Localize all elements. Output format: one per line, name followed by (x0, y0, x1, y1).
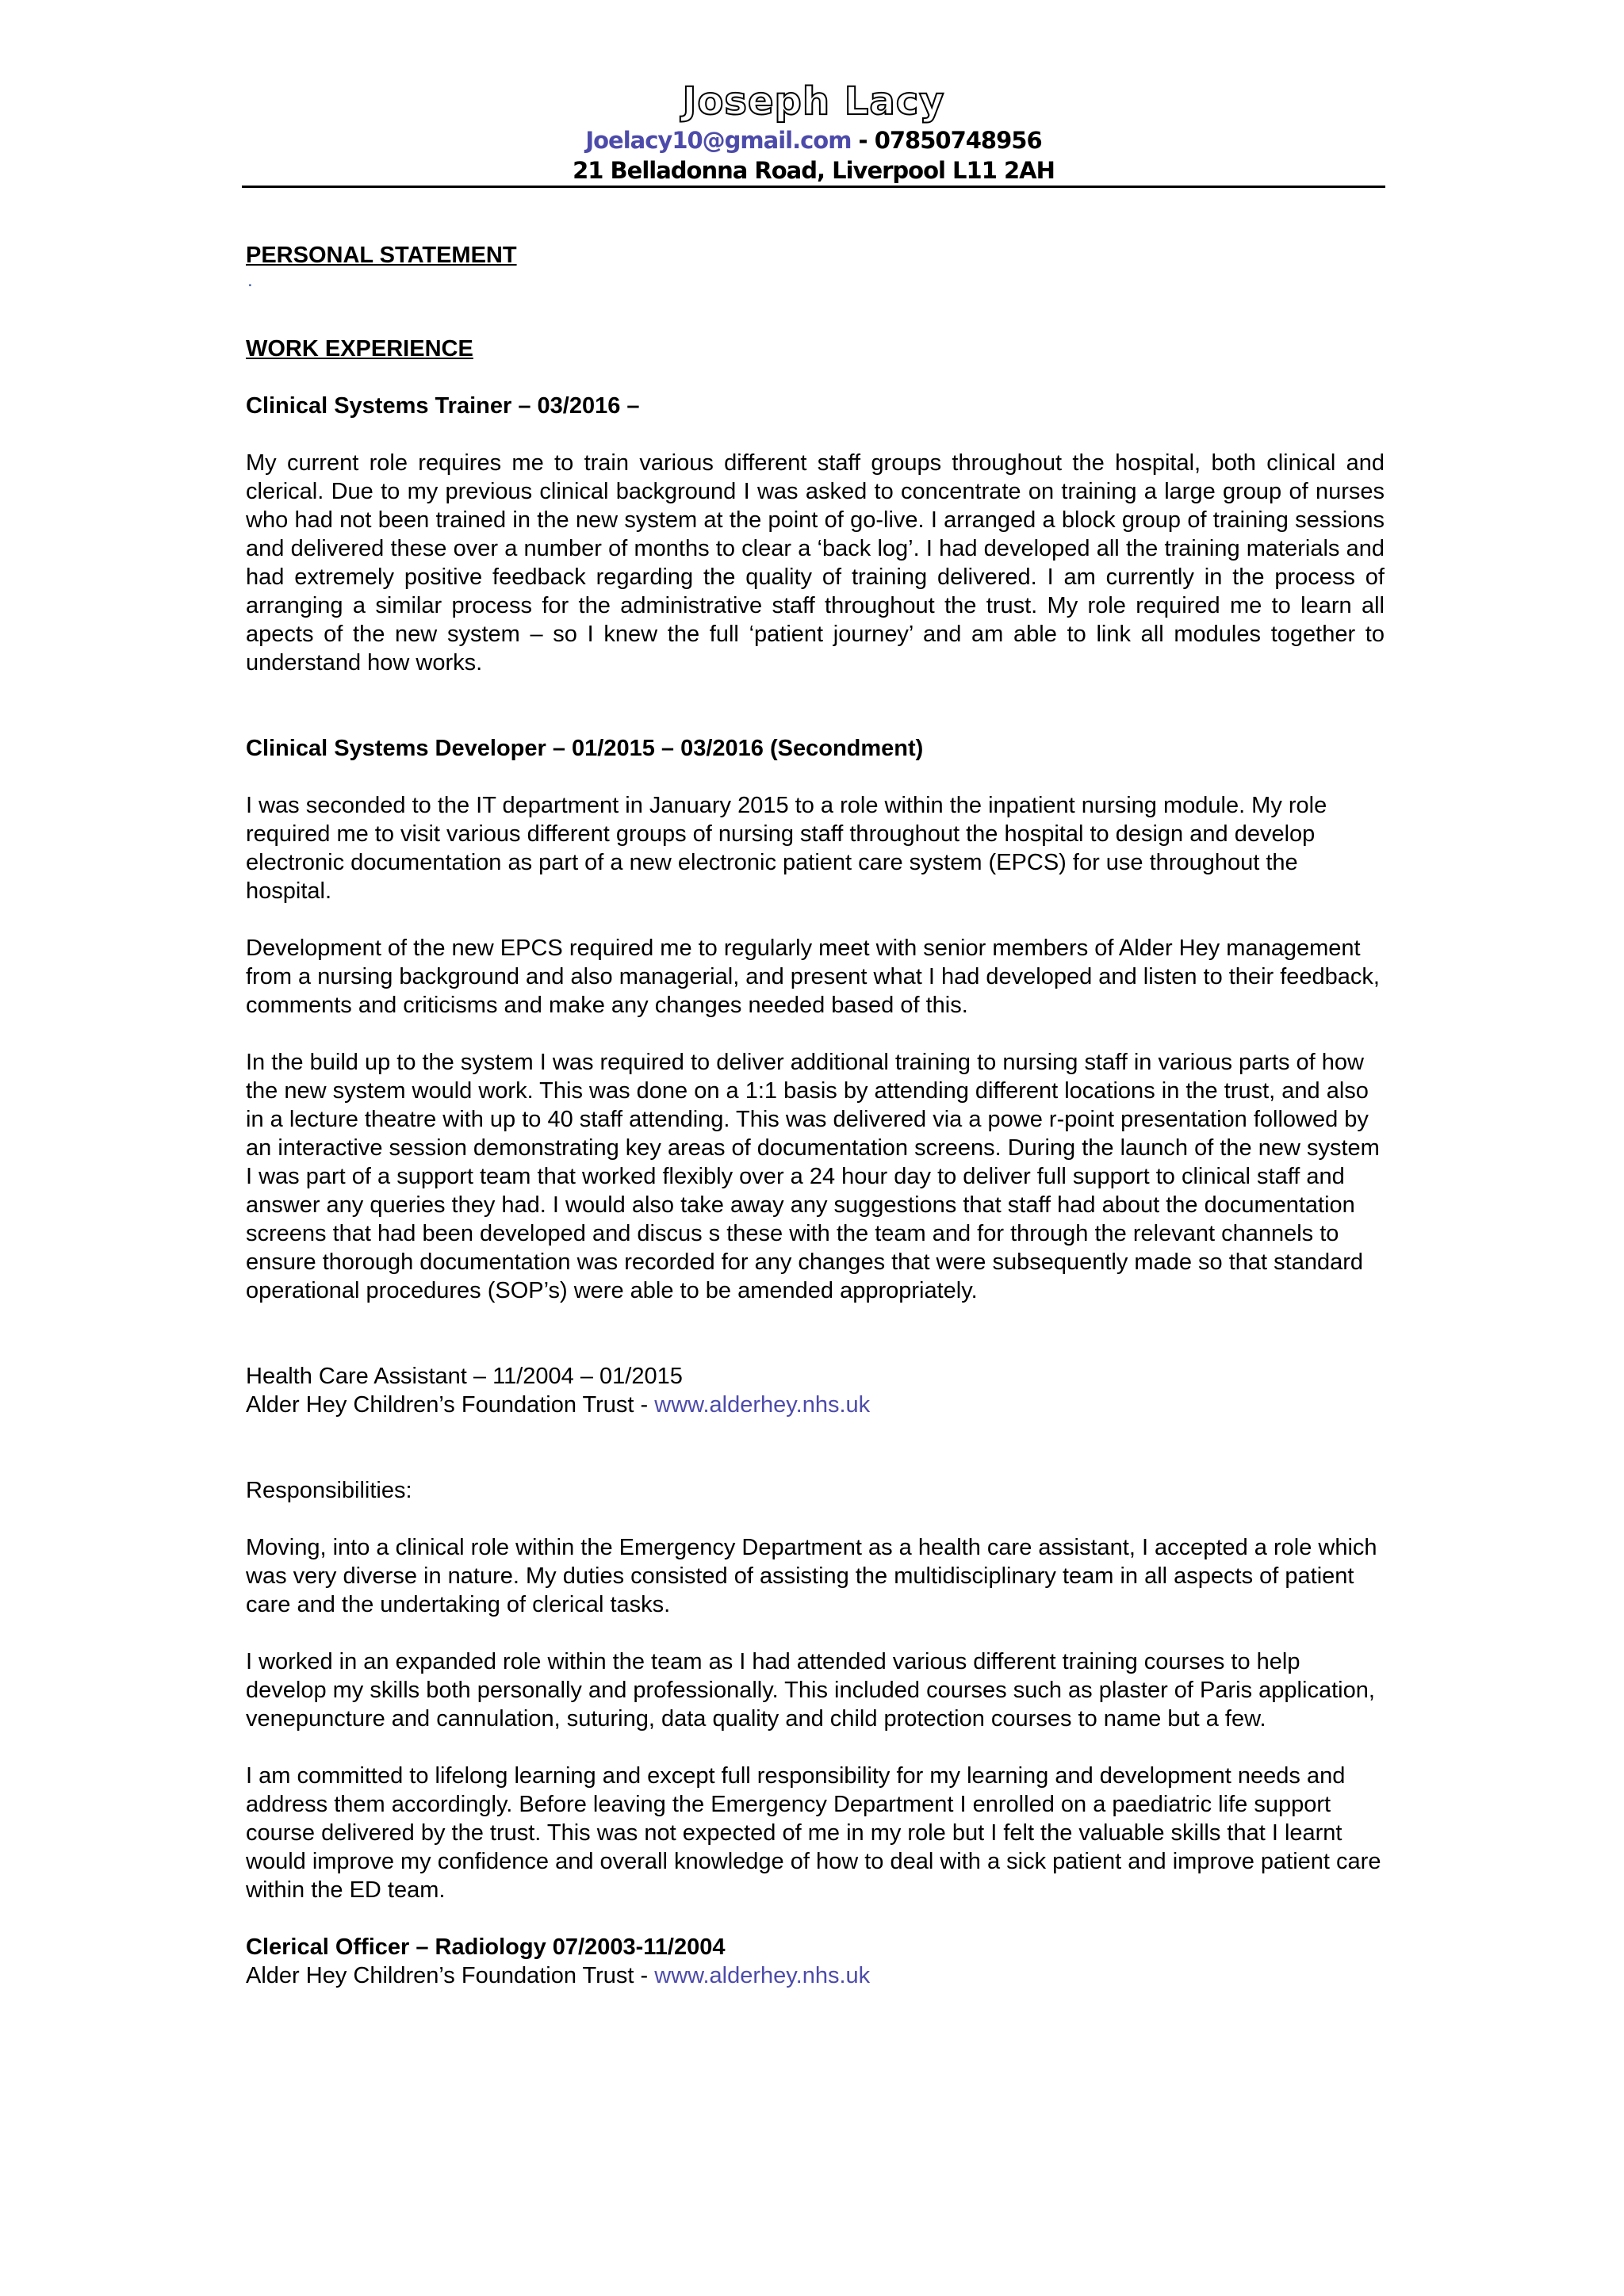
contact-line (242, 125, 1385, 155)
employer-name: Alder Hey Children’s Foundation Trust - (246, 1392, 655, 1418)
job-description-developer-2: Development of the new EPCS required me to regularly meet with senior members of Alder Hey management from a nursing background and also managerial, and present what I had developed and listen to their feedback, comments and criticisms and make any changes needed based of this. (246, 936, 1380, 1018)
employer-website-link[interactable]: www.alderhey.nhs.uk (654, 1392, 871, 1418)
job-title-clerical-officer: Clerical Officer – Radiology 07/2003-11/2004 (246, 1934, 726, 1960)
work-experience-heading: WORK EXPERIENCE (246, 336, 473, 362)
personal-statement-heading: PERSONAL STATEMENT (246, 243, 517, 268)
cv-content (246, 241, 1385, 1990)
job-description-developer-1: I was seconded to the IT department in January 2015 to a role within the inpatient nursing module. My role required me to visit various different groups of nursing staff throughout the hospital to design and develop electronic documentation as part of a new electronic patient care system (EPCS) for use throughout the hospital. (246, 793, 1327, 904)
address: 21 Belladonna Road, Liverpool L11 2AH (573, 157, 1055, 184)
job-description-hca-3: I am committed to lifelong learning and except full responsibility for my learning and development needs and address them accordingly. Before leaving the Emergency Department I enrolled on a paediatric life support course delivered by the trust. This was not expected of me in my role but I felt the valuable skills that I learnt would improve my confidence and overall knowledge of how to deal with a sick patient and improve patient care within the ED team. (246, 1763, 1381, 1903)
employer-line-clerical (246, 1961, 1385, 1990)
job-description-hca-2: I worked in an expanded role within the team as I had attended various different training courses to help develop my skills both personally and professionally. This included courses such as plaster of Paris application, venepuncture and cannulation, suturing, data quality and child protection courses to name but a few. (246, 1649, 1375, 1732)
job-description-trainer: My current role requires me to train various different staff groups throughout the hospital, both clinical and clerical. Due to my previous clinical background I was asked to concentrate on training a large group of nurses who had not been trained in the new system at the point of go-live. I arranged a block group of training sessions and delivered these over a number of months to clear a ‘back log’. I had developed all the training materials and had extremely positive feedback regarding the quality of training delivered. I am currently in the process of arranging a similar process for the administrative staff throughout the trust. My role required me to learn all apects of the new system – so I knew the full ‘patient journey’ and am able to link all modules together to understand how works. (246, 450, 1385, 675)
employer-website-link[interactable]: www.alderhey.nhs.uk (654, 1963, 871, 1988)
header-divider (242, 186, 1385, 188)
candidate-name: Joseph Lacy (682, 79, 945, 124)
email-link[interactable]: Joelacy10@gmail.com (585, 127, 852, 154)
job-title-health-care-assistant: Health Care Assistant – 11/2004 – 01/2015 (246, 1364, 683, 1389)
job-description-hca-1: Moving, into a clinical role within the Emergency Department as a health care assistant, I accepted a role which was very diverse in nature. My duties consisted of assisting the multidisciplinary team in all aspects of patient care and the undertaking of clerical tasks. (246, 1535, 1377, 1617)
personal-statement-content: . (247, 270, 253, 291)
job-title-clinical-systems-trainer: Clinical Systems Trainer – 03/2016 – (246, 393, 640, 419)
job-description-developer-3: In the build up to the system I was required to deliver additional training to nursing staff in various parts of how the new system would work. This was done on a 1:1 basis by attending different locations in the trust, and also in a lecture theatre with up to 40 staff attending. This was delivered via a powe r-point presentation followed by an interactive session demonstrating key areas of documentation screens. During the launch of the new system I was part of a support team that worked flexibly over a 24 hour day to deliver full support to clinical staff and answer any queries they had. I would also take away any suggestions that staff had about the documentation screens that had been developed and discus s these with the team and for through the relevant channels to ensure thorough documentation was recorded for any changes that were subsequently made so that standard operational procedures (SOP’s) were able to be amended appropriately. (246, 1050, 1380, 1303)
phone-number: 07850748956 (874, 127, 1042, 154)
contact-separator: - (851, 127, 875, 154)
responsibilities-label: Responsibilities: (246, 1478, 412, 1503)
cv-header (242, 78, 1385, 186)
job-title-clinical-systems-developer: Clinical Systems Developer – 01/2015 – 03/2016 (Secondment) (246, 736, 924, 761)
employer-name: Alder Hey Children’s Foundation Trust - (246, 1963, 655, 1988)
employer-line-hca (246, 1391, 1385, 1419)
